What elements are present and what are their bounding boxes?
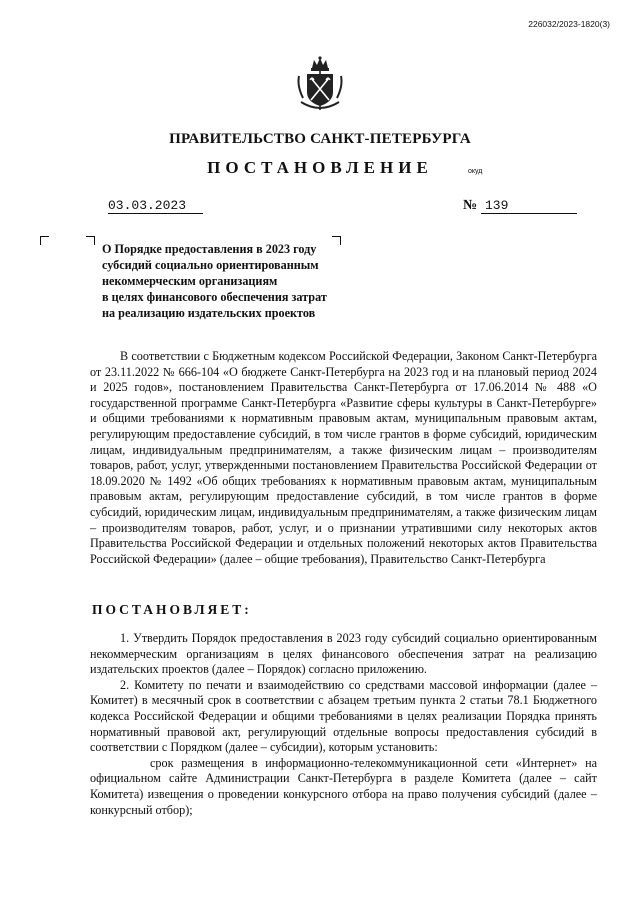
articles-block xyxy=(90,631,597,818)
paragraph: срок размещения в информационно-телекоммуникационной сети «Интернет» на официальном сайте Администрации Санкт-Петербурга в разделе Комитета (далее – сайт Комитета) извещения о проведении конкурсного отбора на право получения субсидий (далее – конкурсный отбор); xyxy=(90,755,597,817)
subject-line: на реализацию издательских проектов xyxy=(102,306,316,320)
subject-line: О Порядке предоставления в 2023 году xyxy=(102,242,317,256)
authority-title: ПРАВИТЕЛЬСТВО САНКТ-ПЕТЕРБУРГА xyxy=(169,131,471,147)
bracket-left-outer xyxy=(40,236,49,245)
paragraph: 1. Утвердить Порядок предоставления в 2023 году субсидий социально ориентированным некоммерческим организациям в целях финансового обеспечения затрат на реализацию издательских проектов (далее – Порядок) согласно приложению. xyxy=(90,631,597,677)
subject-line: в целях финансового обеспечения затрат xyxy=(102,290,327,304)
paragraph: 2. Комитету по печати и взаимодействию со средствами массовой информации (далее – Комитет) в месячный срок в соответствии с абзацем третьим пункта 2 статьи 78.1 Бюджетного кодекса Российской Федерации и общими требованиями в целях реализации Порядка принять нормативный правовой акт, регулирующий отдельные вопросы предоставления субсидий в соответствии с Порядком (далее – субсидии), которым установить: xyxy=(90,677,597,755)
subject-line: некоммерческим организациям xyxy=(102,274,278,288)
subject-line: субсидий социально ориентированным xyxy=(102,258,319,272)
document-type: ПОСТАНОВЛЕНИЕ xyxy=(207,158,433,177)
preamble-text: В соответствии с Бюджетным кодексом Российской Федерации, Законом Санкт-Петербурга от 23.11.2022 № 666-104 «О бюджете Санкт-Петербурга на 2023 год и на плановый период 2024 и 2025 годов», постановлением Правительства Санкт-Петербурга от 17.06.2014 № 488 «О государственной программе Санкт-Петербурга «Развитие сферы культуры в Санкт-Петербурге» и общими требованиями к нормативным правовым актам, муниципальным правовым актам, регулирующим предоставление субсидий, в том числе грантов в форме субсидий, юридическим лицам, индивидуальным предпринимателям, а также физическим лицам – производителям товаров, работ, услуг, утвержденными постановлением Правительства Российской Федерации от 18.09.2020 № 1492 «Об общих требованиях к нормативным правовым актам, муниципальным правовым актам, регулирующим предоставление субсидий, в том числе грантов в форме субсидий, юридическим лицам, индивидуальным предпринимателям, а также физическим лицам – производителям товаров, работ, услуг, и о признании утратившими силу некоторых актов Правительства Российской Федерации и отдельных положений некоторых актов Правительства Российской Федерации» (далее – общие требования), Правительство Санкт-Петербурга xyxy=(90,349,597,566)
okud-label: окуд xyxy=(468,168,483,175)
number-label: № xyxy=(463,198,478,213)
document-date: 03.03.2023 xyxy=(108,198,203,214)
registration-number: 226032/2023-1820(3) xyxy=(528,19,610,29)
bracket-left-inner xyxy=(86,236,95,245)
document-number: 139 xyxy=(481,198,577,214)
preamble-block xyxy=(90,349,597,567)
saint-petersburg-coat-of-arms-icon xyxy=(295,56,345,112)
resolves-heading: ПОСТАНОВЛЯЕТ: xyxy=(92,602,252,617)
document-subject xyxy=(102,241,342,321)
